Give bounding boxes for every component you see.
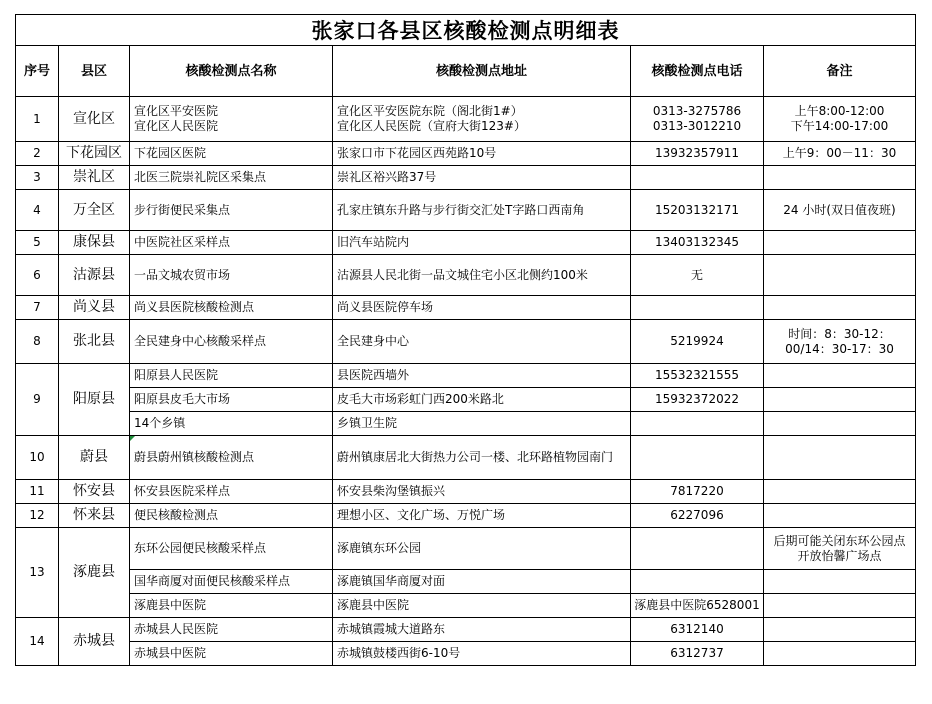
row-index: 4 [16, 190, 59, 231]
table-row [16, 97, 916, 142]
district-cell: 阳原县 [59, 364, 130, 436]
site-name-cell: 步行街便民采集点 [130, 190, 333, 231]
row-index: 9 [16, 364, 59, 436]
district-cell: 万全区 [59, 190, 130, 231]
header-row [16, 46, 916, 97]
district-cell: 怀安县 [59, 480, 130, 504]
site-name-cell: 一品文城农贸市场 [130, 255, 333, 296]
note-cell [764, 364, 916, 388]
page-title: 张家口各县区核酸检测点明细表 [16, 15, 916, 46]
table-row [16, 320, 916, 364]
site-phone-cell: 15532321555 [631, 364, 764, 388]
site-phone-cell [631, 436, 764, 480]
site-name-cell: 涿鹿县中医院 [130, 594, 333, 618]
table-row [16, 190, 916, 231]
site-phone-cell [631, 528, 764, 570]
row-index: 11 [16, 480, 59, 504]
note-cell: 24 小时(双日值夜班) [764, 190, 916, 231]
site-address-cell: 皮毛大市场彩虹门西200米路北 [333, 388, 631, 412]
site-address-cell: 涿鹿镇国华商厦对面 [333, 570, 631, 594]
note-cell [764, 618, 916, 642]
site-address-cell: 涿鹿镇东环公园 [333, 528, 631, 570]
note-cell: 后期可能关闭东环公园点 开放怡馨广场点 [764, 528, 916, 570]
site-address-cell: 县医院西墙外 [333, 364, 631, 388]
site-phone-cell [631, 296, 764, 320]
site-phone-cell: 无 [631, 255, 764, 296]
note-cell: 上午9：00－11：30 [764, 142, 916, 166]
note-cell [764, 166, 916, 190]
table-row [16, 618, 916, 642]
note-cell [764, 480, 916, 504]
note-cell: 上午8:00-12:00 下午14:00-17:00 [764, 97, 916, 142]
site-phone-cell: 6312737 [631, 642, 764, 666]
site-name-cell: 阳原县皮毛大市场 [130, 388, 333, 412]
note-cell [764, 388, 916, 412]
site-name-cell: 怀安县医院采样点 [130, 480, 333, 504]
site-phone-cell: 15932372022 [631, 388, 764, 412]
district-cell: 赤城县 [59, 618, 130, 666]
note-cell [764, 642, 916, 666]
table-row [16, 364, 916, 388]
table-row [16, 296, 916, 320]
site-address-cell: 旧汽车站院内 [333, 231, 631, 255]
district-cell: 崇礼区 [59, 166, 130, 190]
site-phone-cell: 7817220 [631, 480, 764, 504]
header-phone: 核酸检测点电话 [631, 46, 764, 97]
site-address-cell: 崇礼区裕兴路37号 [333, 166, 631, 190]
row-index: 6 [16, 255, 59, 296]
note-cell [764, 412, 916, 436]
header-index: 序号 [16, 46, 59, 97]
site-address-cell: 怀安县柴沟堡镇振兴 [333, 480, 631, 504]
site-phone-cell: 6227096 [631, 504, 764, 528]
table-row [16, 166, 916, 190]
row-index: 14 [16, 618, 59, 666]
row-index: 12 [16, 504, 59, 528]
site-phone-cell: 涿鹿县中医院6528001 [631, 594, 764, 618]
note-cell [764, 231, 916, 255]
district-cell: 尚义县 [59, 296, 130, 320]
site-address-cell: 孔家庄镇东升路与步行街交汇处T字路口西南角 [333, 190, 631, 231]
site-address-cell: 全民建身中心 [333, 320, 631, 364]
header-address: 核酸检测点地址 [333, 46, 631, 97]
site-address-cell: 涿鹿县中医院 [333, 594, 631, 618]
district-cell: 蔚县 [59, 436, 130, 480]
site-address-cell: 张家口市下花园区西苑路10号 [333, 142, 631, 166]
site-address-cell: 尚义县医院停车场 [333, 296, 631, 320]
site-address-cell: 宣化区平安医院东院（阁北街1#） 宣化区人民医院（宣府大街123#） [333, 97, 631, 142]
table-row [16, 504, 916, 528]
note-cell [764, 296, 916, 320]
row-index: 1 [16, 97, 59, 142]
row-index: 13 [16, 528, 59, 618]
site-name-cell: 全民建身中心核酸采样点 [130, 320, 333, 364]
note-cell [764, 255, 916, 296]
site-phone-cell: 15203132171 [631, 190, 764, 231]
site-address-cell: 赤城镇鼓楼西街6-10号 [333, 642, 631, 666]
row-index: 3 [16, 166, 59, 190]
district-cell: 怀来县 [59, 504, 130, 528]
site-address-cell: 赤城镇霞城大道路东 [333, 618, 631, 642]
testing-sites-table [15, 14, 916, 666]
site-name-cell: 尚义县医院核酸检测点 [130, 296, 333, 320]
spreadsheet [15, 14, 916, 666]
site-name-cell: 赤城县中医院 [130, 642, 333, 666]
site-phone-cell [631, 166, 764, 190]
site-name-cell: 阳原县人民医院 [130, 364, 333, 388]
district-cell: 沽源县 [59, 255, 130, 296]
row-index: 10 [16, 436, 59, 480]
table-row [16, 642, 916, 666]
site-name-cell: 东环公园便民核酸采样点 [130, 528, 333, 570]
site-name-cell: 赤城县人民医院 [130, 618, 333, 642]
table-row [16, 528, 916, 570]
site-name-cell: 中医院社区采样点 [130, 231, 333, 255]
site-address-cell: 蔚州镇康居北大街热力公司一楼、北环路植物园南门 [333, 436, 631, 480]
note-cell [764, 570, 916, 594]
site-phone-cell [631, 412, 764, 436]
table-row [16, 412, 916, 436]
site-phone-cell [631, 570, 764, 594]
table-row [16, 480, 916, 504]
district-cell: 涿鹿县 [59, 528, 130, 618]
table-row [16, 255, 916, 296]
table-row [16, 231, 916, 255]
table-row [16, 142, 916, 166]
site-address-cell: 沽源县人民北街一品文城住宅小区北侧约100米 [333, 255, 631, 296]
table-row [16, 570, 916, 594]
district-cell: 宣化区 [59, 97, 130, 142]
note-cell: 时间：8：30-12： 00/14：30-17：30 [764, 320, 916, 364]
note-cell [764, 594, 916, 618]
site-address-cell: 理想小区、文化广场、万悦广场 [333, 504, 631, 528]
row-index: 2 [16, 142, 59, 166]
site-phone-cell: 0313-3275786 0313-3012210 [631, 97, 764, 142]
row-index: 8 [16, 320, 59, 364]
row-index: 7 [16, 296, 59, 320]
site-name-cell: 14个乡镇 [130, 412, 333, 436]
site-name-cell: 宣化区平安医院 宣化区人民医院 [130, 97, 333, 142]
site-name-cell: 北医三院崇礼院区采集点 [130, 166, 333, 190]
site-phone-cell: 6312140 [631, 618, 764, 642]
table-row [16, 594, 916, 618]
header-district: 县区 [59, 46, 130, 97]
table-row [16, 388, 916, 412]
site-name-cell: 蔚县蔚州镇核酸检测点 [130, 436, 333, 480]
row-index: 5 [16, 231, 59, 255]
site-name-cell: 国华商厦对面便民核酸采样点 [130, 570, 333, 594]
note-cell [764, 504, 916, 528]
district-cell: 张北县 [59, 320, 130, 364]
note-cell [764, 436, 916, 480]
site-phone-cell: 13932357911 [631, 142, 764, 166]
site-name-cell: 下花园区医院 [130, 142, 333, 166]
site-phone-cell: 5219924 [631, 320, 764, 364]
header-name: 核酸检测点名称 [130, 46, 333, 97]
table-row [16, 436, 916, 480]
header-note: 备注 [764, 46, 916, 97]
district-cell: 下花园区 [59, 142, 130, 166]
site-name-cell: 便民核酸检测点 [130, 504, 333, 528]
site-phone-cell: 13403132345 [631, 231, 764, 255]
site-address-cell: 乡镇卫生院 [333, 412, 631, 436]
district-cell: 康保县 [59, 231, 130, 255]
